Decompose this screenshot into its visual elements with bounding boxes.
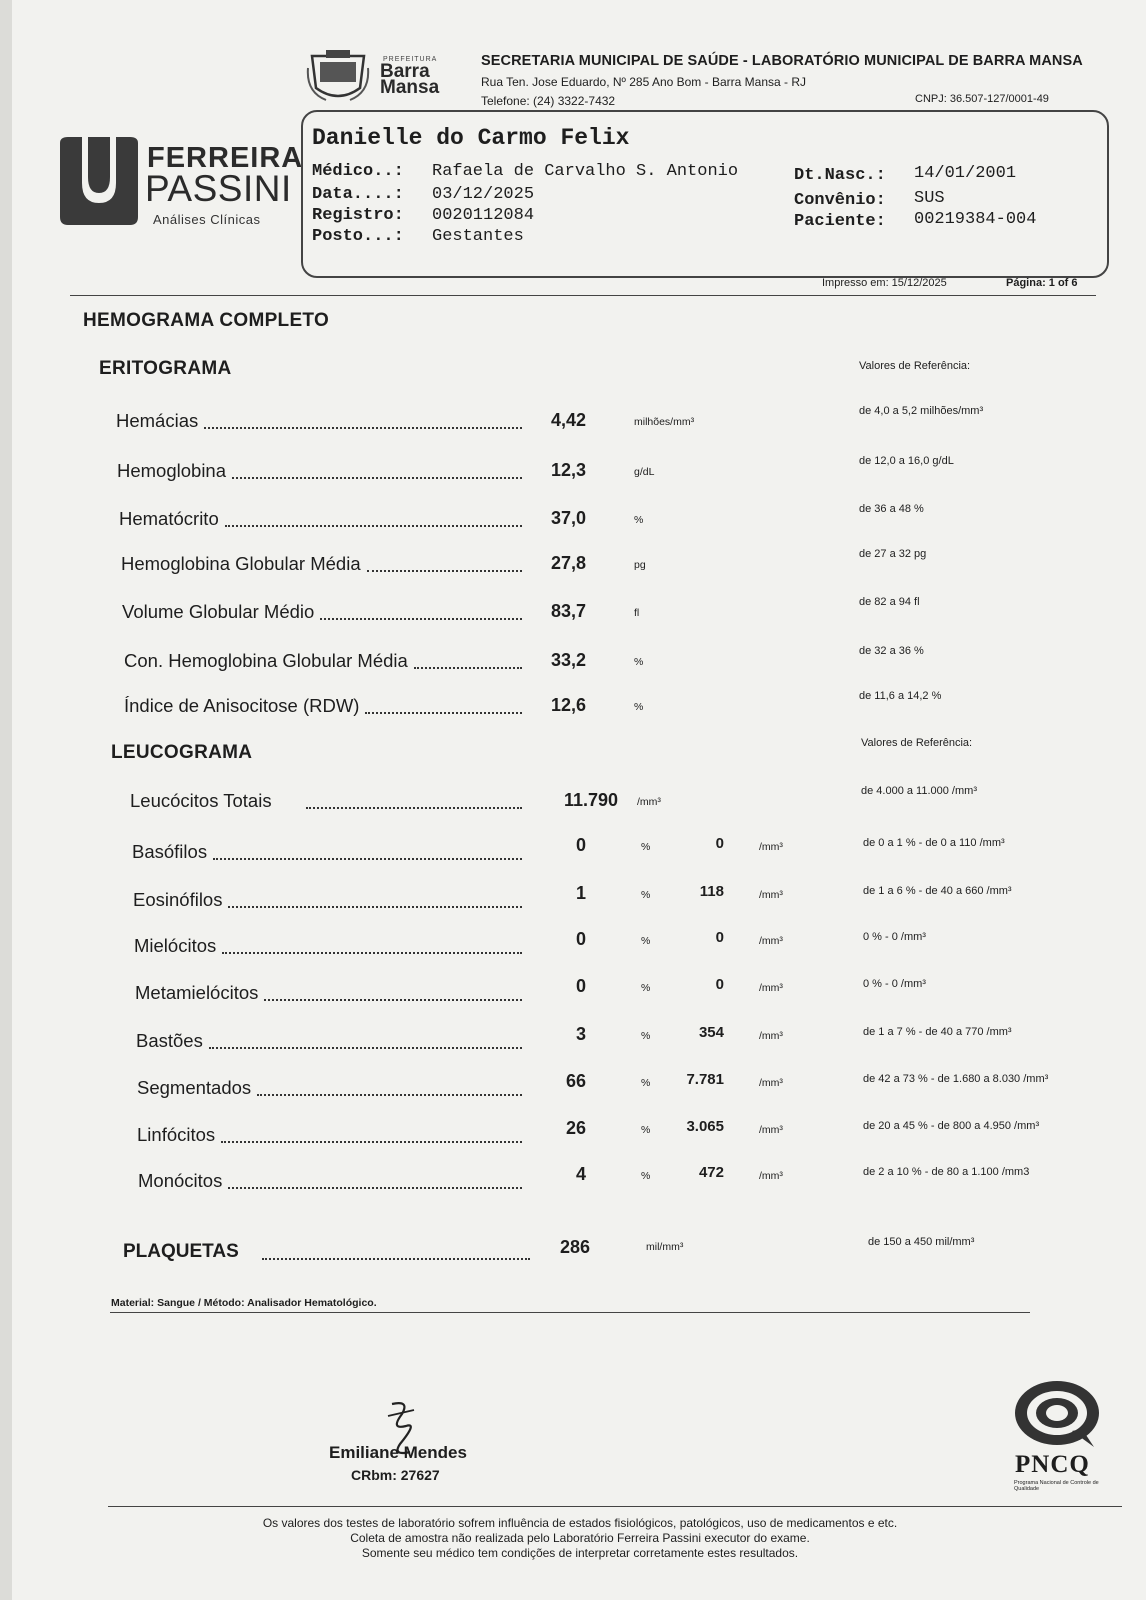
nasc-value: 14/01/2001 <box>914 164 1017 183</box>
secretaria-title: SECRETARIA MUNICIPAL DE SAÚDE - LABORATÓRIO MUNICIPAL DE BARRA MANSA <box>481 53 1083 69</box>
row-label: Eosinófilos <box>133 889 223 910</box>
row-percent: 0 <box>575 835 586 855</box>
leucocitos-totais-value: 11.790 <box>563 790 618 810</box>
footer-line-1: Os valores dos testes de laboratório sofrem influência de estados fisiológicos, patológicos, uso de medicamentos e etc. <box>262 1516 898 1530</box>
row-absolute: 3.065 <box>686 1118 724 1135</box>
row-label: Hemoglobina <box>117 460 227 481</box>
dot-leader <box>257 1082 522 1096</box>
row-absolute-unit: /mm³ <box>759 841 783 853</box>
eritograma-title: ERITOGRAMA <box>99 358 232 379</box>
logo-subtitle: Análises Clínicas <box>153 212 261 227</box>
row-percent-unit: % <box>641 982 651 994</box>
posto-value: Gestantes <box>432 227 524 246</box>
secretaria-address: Rua Ten. Jose Eduardo, Nº 285 Ano Bom - Barra Mansa - RJ <box>481 75 806 89</box>
dot-leader <box>365 700 522 714</box>
row-reference: de 0 a 1 % - de 0 a 110 /mm³ <box>863 837 1005 849</box>
dot-leader <box>232 465 522 479</box>
row-reference: de 32 a 36 % <box>859 645 924 657</box>
row-percent: 3 <box>575 1024 586 1044</box>
row-reference: de 4,0 a 5,2 milhões/mm³ <box>859 405 984 417</box>
row-value: 83,7 <box>550 601 586 621</box>
row-percent-unit: % <box>641 935 651 947</box>
material-method: Material: Sangue / Método: Analisador Hematológico. <box>111 1297 377 1309</box>
row-percent-unit: % <box>641 1030 651 1042</box>
row-reference: de 20 a 45 % - de 800 a 4.950 /mm³ <box>863 1120 1040 1132</box>
row-absolute-unit: /mm³ <box>759 889 783 901</box>
row-absolute-unit: /mm³ <box>759 1077 783 1089</box>
row-label: Mielócitos <box>134 935 217 956</box>
row-label: Índice de Anisocitose (RDW) <box>124 695 360 716</box>
dot-leader <box>264 987 522 1001</box>
logo-word-ferreira: FERREIRA <box>147 142 304 174</box>
eritograma-ref-header: Valores de Referência: <box>859 360 971 372</box>
row-reference: de 42 a 73 % - de 1.680 a 8.030 /mm³ <box>863 1073 1049 1085</box>
row-percent-unit: % <box>641 841 651 853</box>
leucograma-row <box>0 883 1146 913</box>
page-number: Página: 1 of 6 <box>1006 277 1078 289</box>
row-absolute-unit: /mm³ <box>759 1124 783 1136</box>
row-absolute-unit: /mm³ <box>759 982 783 994</box>
patient-name: Danielle do Carmo Felix <box>312 125 630 151</box>
row-unit: fl <box>634 607 640 619</box>
plaquetas-ref: de 150 a 450 mil/mm³ <box>868 1236 975 1248</box>
leucograma-row <box>0 1118 1146 1148</box>
row-value: 12,6 <box>550 695 586 715</box>
row-value: 27,8 <box>550 553 586 573</box>
dot-leader <box>209 1035 522 1049</box>
row-reference: 0 % - 0 /mm³ <box>863 931 926 943</box>
material-divider <box>110 1312 1030 1313</box>
row-label: Segmentados <box>137 1077 252 1098</box>
paciente-label: Paciente: <box>794 212 886 231</box>
row-percent: 26 <box>565 1118 586 1138</box>
data-label: Data....: <box>312 185 404 204</box>
row-unit: % <box>634 701 644 713</box>
dot-leader <box>213 846 522 860</box>
prefeitura-label: PREFEITURA <box>383 56 438 63</box>
row-reference: 0 % - 0 /mm³ <box>863 978 926 990</box>
eritograma-row <box>0 690 1146 719</box>
footer-divider <box>108 1506 1122 1507</box>
leucocitos-totais-unit: /mm³ <box>637 796 661 808</box>
signature-crbm: CRbm: 27627 <box>351 1467 440 1483</box>
plaquetas-label: PLAQUETAS <box>123 1241 239 1262</box>
row-value: 4,42 <box>550 410 586 430</box>
row-label: Bastões <box>136 1030 203 1051</box>
header-divider <box>70 295 1096 296</box>
leucograma-title: LEUCOGRAMA <box>111 742 253 763</box>
row-absolute: 0 <box>715 929 724 946</box>
row-value: 33,2 <box>550 650 586 670</box>
eritograma-row <box>0 548 1146 577</box>
leucocitos-totais-label: Leucócitos Totais <box>130 790 272 811</box>
leucocitos-totais-row <box>0 785 1146 814</box>
pncq-logo-icon <box>1012 1379 1102 1449</box>
pncq-subtitle: Programa Nacional de Controle de Qualidade <box>1014 1480 1099 1492</box>
row-absolute: 118 <box>699 883 724 900</box>
leucograma-row <box>0 1164 1146 1194</box>
leucograma-row <box>0 1024 1146 1054</box>
row-absolute: 0 <box>715 976 724 993</box>
ferreira-passini-logo-icon <box>58 137 140 227</box>
dot-leader <box>228 894 522 908</box>
row-percent: 0 <box>575 929 586 949</box>
row-absolute-unit: /mm³ <box>759 1030 783 1042</box>
medico-label: Médico..: <box>312 162 404 181</box>
row-reference: de 2 a 10 % - de 80 a 1.100 /mm3 <box>863 1166 1030 1178</box>
row-percent-unit: % <box>641 1170 651 1182</box>
row-value: 12,3 <box>550 460 586 480</box>
leucograma-row <box>0 835 1146 865</box>
logo-word-passini: PASSINI <box>145 168 292 209</box>
city-line-2: Mansa <box>380 77 440 98</box>
row-percent: 4 <box>575 1164 586 1184</box>
footer-line-3: Somente seu médico tem condições de interpretar corretamente estes resultados. <box>361 1546 799 1560</box>
registro-value: 0020112084 <box>432 206 535 225</box>
row-percent-unit: % <box>641 1124 651 1136</box>
row-label: Hemácias <box>116 410 199 431</box>
city-line-1: Barra <box>380 61 430 82</box>
eritograma-row <box>0 645 1146 674</box>
eritograma-row <box>0 596 1146 625</box>
secretaria-phone: Telefone: (24) 3322-7432 <box>481 94 616 108</box>
eritograma-row <box>0 405 1146 434</box>
leucograma-ref-header: Valores de Referência: <box>861 737 973 749</box>
paciente-value: 00219384-004 <box>914 210 1037 229</box>
row-unit: milhões/mm³ <box>634 416 695 428</box>
dot-leader <box>414 655 522 669</box>
signature-name: Emiliane Mendes <box>329 1443 467 1462</box>
row-absolute: 0 <box>715 835 724 852</box>
medico-value: Rafaela de Carvalho S. Antonio <box>432 162 739 181</box>
row-absolute: 472 <box>698 1164 724 1181</box>
row-percent-unit: % <box>641 1077 651 1089</box>
exam-title: HEMOGRAMA COMPLETO <box>83 310 330 331</box>
eritograma-row <box>0 455 1146 484</box>
row-absolute: 7.781 <box>686 1071 724 1088</box>
row-reference: de 1 a 6 % - de 40 a 660 /mm³ <box>863 885 1012 897</box>
dot-leader <box>222 940 522 954</box>
row-absolute-unit: /mm³ <box>759 1170 783 1182</box>
leucocitos-totais-ref: de 4.000 a 11.000 /mm³ <box>861 785 977 797</box>
eritograma-row <box>0 503 1146 532</box>
row-label: Basófilos <box>132 841 208 862</box>
row-unit: % <box>634 514 644 526</box>
row-unit: % <box>634 656 644 668</box>
dot-leader <box>204 415 522 429</box>
convenio-label: Convênio: <box>794 191 886 210</box>
row-percent: 66 <box>565 1071 586 1091</box>
dot-leader <box>367 558 522 572</box>
row-label: Linfócitos <box>137 1124 216 1145</box>
nasc-label: Dt.Nasc.: <box>794 166 886 185</box>
row-reference: de 12,0 a 16,0 g/dL <box>859 455 954 467</box>
leucograma-row <box>0 1071 1146 1101</box>
row-reference: de 36 a 48 % <box>859 503 924 515</box>
leucograma-row <box>0 929 1146 959</box>
row-absolute: 354 <box>698 1024 724 1041</box>
dot-leader <box>320 606 522 620</box>
footer-line-2: Coleta de amostra não realizada pelo Laboratório Ferreira Passini executor do exame. <box>350 1531 810 1545</box>
posto-label: Posto...: <box>312 227 404 246</box>
row-absolute-unit: /mm³ <box>759 935 783 947</box>
data-value: 03/12/2025 <box>432 185 535 204</box>
row-label: Hemoglobina Globular Média <box>121 553 361 574</box>
row-label: Volume Globular Médio <box>122 601 315 622</box>
row-value: 37,0 <box>550 508 586 528</box>
row-unit: g/dL <box>634 466 655 478</box>
row-reference: de 11,6 a 14,2 % <box>859 690 942 702</box>
row-reference: de 1 a 7 % - de 40 a 770 /mm³ <box>863 1026 1012 1038</box>
row-label: Metamielócitos <box>135 982 259 1003</box>
row-percent-unit: % <box>641 889 651 901</box>
row-label: Con. Hemoglobina Globular Média <box>124 650 408 671</box>
plaquetas-unit: mil/mm³ <box>646 1241 684 1253</box>
row-unit: pg <box>634 559 646 571</box>
barra-mansa-seal-icon <box>306 48 370 104</box>
convenio-value: SUS <box>914 189 945 208</box>
city-name <box>380 61 440 98</box>
plaquetas-value: 286 <box>559 1237 590 1257</box>
dot-leader <box>221 1129 522 1143</box>
row-label: Hematócrito <box>119 508 219 529</box>
row-percent: 1 <box>575 883 586 903</box>
row-reference: de 27 a 32 pg <box>859 548 927 560</box>
dot-leader <box>225 513 522 527</box>
row-percent: 0 <box>575 976 586 996</box>
registro-label: Registro: <box>312 206 404 225</box>
dot-leader <box>306 795 522 809</box>
printed-date: Impresso em: 15/12/2025 <box>822 277 947 289</box>
dot-leader <box>262 1246 530 1260</box>
secretaria-cnpj: CNPJ: 36.507-127/0001-49 <box>915 93 1049 105</box>
leucograma-row <box>0 976 1146 1006</box>
plaquetas-row <box>0 1236 1146 1265</box>
row-label: Monócitos <box>138 1170 223 1191</box>
pncq-text: PNCQ <box>1015 1451 1090 1478</box>
dot-leader <box>228 1175 522 1189</box>
row-reference: de 82 a 94 fl <box>859 596 920 608</box>
